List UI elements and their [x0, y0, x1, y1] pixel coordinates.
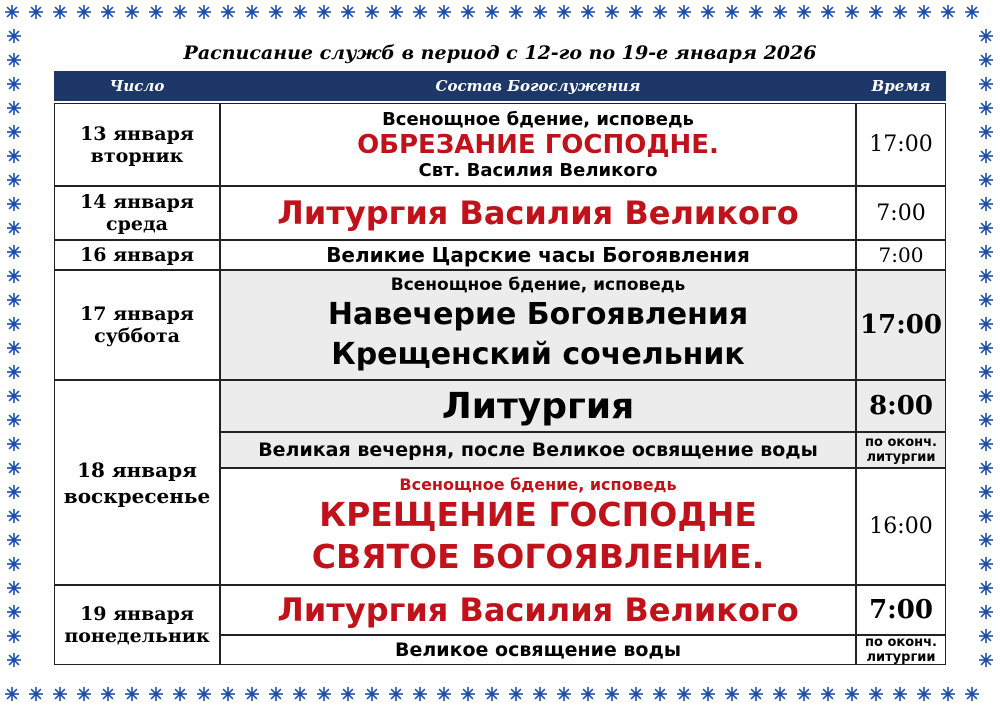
snowflake-ornament: [53, 5, 67, 19]
snowflake-ornament: [979, 461, 993, 475]
snowflake-ornament: [485, 687, 499, 701]
snowflake-ornament: [245, 687, 259, 701]
time-cell-14: [856, 186, 946, 240]
snowflake-ornament: [7, 269, 21, 283]
snowflake-ornament: [269, 687, 283, 701]
snowflake-ornament: [979, 173, 993, 187]
snowflake-ornament: [149, 687, 163, 701]
snowflake-ornament: [979, 125, 993, 139]
time-cell-18c: [856, 468, 946, 585]
snowflake-ornament: [7, 653, 21, 667]
snowflake-ornament: [869, 5, 883, 19]
date-14: 14 января: [80, 191, 194, 213]
snowflake-ornament: [7, 101, 21, 115]
snowflake-ornament: [7, 509, 21, 523]
service-cell-18b: [220, 432, 856, 468]
time-18b-line1: по оконч.: [865, 435, 937, 450]
snowflake-ornament: [389, 687, 403, 701]
date-19: 19 января: [80, 603, 194, 625]
snowflake-ornament: [341, 5, 355, 19]
service-13-line1: Всенощное бдение, исповедь: [382, 108, 694, 130]
snowflake-ornament: [979, 653, 993, 667]
snowflake-ornament: [149, 5, 163, 19]
snowflake-ornament: [7, 629, 21, 643]
service-16-line1: Великие Царские часы Богоявления: [326, 243, 750, 267]
table-header: [54, 71, 946, 101]
snowflake-ornament: [125, 687, 139, 701]
snowflake-ornament: [917, 687, 931, 701]
time-16: 7:00: [878, 243, 924, 267]
service-18c-line1: Всенощное бдение, исповедь: [399, 475, 677, 494]
snowflake-ornament: [533, 5, 547, 19]
snowflake-ornament: [509, 687, 523, 701]
time-cell-16: [856, 240, 946, 270]
weekday-18: воскресенье: [63, 483, 211, 508]
snowflake-ornament: [979, 245, 993, 259]
snowflake-ornament: [7, 77, 21, 91]
service-cell-14: [220, 186, 856, 240]
weekday-19: понедельник: [64, 625, 210, 647]
snowflake-ornament: [7, 485, 21, 499]
snowflake-ornament: [293, 5, 307, 19]
snowflake-ornament: [941, 5, 955, 19]
snowflake-ornament: [341, 687, 355, 701]
date-cell-13: [54, 103, 220, 186]
service-18b-line: Великая вечерня, после Великое освящение воды: [258, 439, 818, 461]
snowflake-ornament: [979, 53, 993, 67]
snowflake-ornament: [7, 581, 21, 595]
date-13: 13 января: [80, 122, 194, 145]
snowflake-ornament: [7, 317, 21, 331]
snowflake-ornament: [979, 437, 993, 451]
date-cell-19: [54, 585, 220, 665]
snowflake-ornament: [845, 5, 859, 19]
snowflake-ornament: [7, 557, 21, 571]
service-cell-19b: [220, 635, 856, 665]
time-19a: 7:00: [869, 595, 933, 625]
snowflake-ornament: [979, 485, 993, 499]
snowflake-ornament: [605, 687, 619, 701]
snowflake-ornament: [221, 5, 235, 19]
snowflake-ornament: [893, 5, 907, 19]
service-18c-line2: КРЕЩЕНИЕ ГОСПОДНЕ: [319, 495, 757, 534]
snowflake-ornament: [557, 687, 571, 701]
snowflake-ornament: [7, 293, 21, 307]
snowflake-ornament: [979, 197, 993, 211]
snowflake-ornament: [413, 5, 427, 19]
snowflake-ornament: [979, 557, 993, 571]
ornament-border-bottom: [0, 672, 1000, 706]
snowflake-ornament: [979, 29, 993, 43]
time-18c: 16:00: [869, 514, 933, 539]
snowflake-ornament: [701, 5, 715, 19]
snowflake-ornament: [197, 5, 211, 19]
snowflake-ornament: [7, 605, 21, 619]
time-cell-13: [856, 103, 946, 186]
time-19b-line2: литургии: [866, 650, 936, 665]
snowflake-ornament: [979, 629, 993, 643]
snowflake-ornament: [7, 389, 21, 403]
snowflake-ornament: [7, 197, 21, 211]
weekday-17: суббота: [94, 325, 180, 347]
weekday-13: вторник: [90, 144, 184, 167]
snowflake-ornament: [7, 341, 21, 355]
time-cell-19a: [856, 585, 946, 635]
snowflake-ornament: [979, 149, 993, 163]
snowflake-ornament: [7, 173, 21, 187]
snowflake-ornament: [533, 687, 547, 701]
snowflake-ornament: [461, 5, 475, 19]
snowflake-ornament: [7, 365, 21, 379]
snowflake-ornament: [7, 533, 21, 547]
snowflake-ornament: [7, 413, 21, 427]
time-cell-19b: [856, 635, 946, 665]
snowflake-ornament: [293, 687, 307, 701]
snowflake-ornament: [979, 317, 993, 331]
snowflake-ornament: [797, 5, 811, 19]
snowflake-ornament: [53, 687, 67, 701]
snowflake-ornament: [979, 413, 993, 427]
service-cell-17: [220, 270, 856, 380]
service-19a-line: Литургия Василия Великого: [277, 591, 799, 629]
snowflake-ornament: [509, 5, 523, 19]
time-cell-18a: [856, 380, 946, 432]
snowflake-ornament: [979, 293, 993, 307]
snowflake-ornament: [979, 389, 993, 403]
date-17: 17 января: [80, 303, 194, 325]
snowflake-ornament: [7, 461, 21, 475]
time-13: 17:00: [869, 132, 933, 157]
snowflake-ornament: [7, 29, 21, 43]
snowflake-ornament: [581, 687, 595, 701]
date-cell-14: [54, 186, 220, 240]
snowflake-ornament: [677, 687, 691, 701]
snowflake-ornament: [979, 77, 993, 91]
snowflake-ornament: [749, 5, 763, 19]
snowflake-ornament: [821, 687, 835, 701]
date-18: 18 января: [77, 457, 197, 482]
snowflake-ornament: [77, 687, 91, 701]
snowflake-ornament: [979, 581, 993, 595]
date-cell-16: [54, 240, 220, 270]
service-cell-16: [220, 240, 856, 270]
snowflake-ornament: [173, 687, 187, 701]
snowflake-ornament: [7, 245, 21, 259]
snowflake-ornament: [7, 149, 21, 163]
snowflake-ornament: [725, 5, 739, 19]
snowflake-ornament: [317, 5, 331, 19]
service-cell-18a: [220, 380, 856, 432]
time-18a: 8:00: [869, 391, 933, 421]
time-14: 7:00: [876, 200, 926, 226]
service-17-line1: Всенощное бдение, исповедь: [390, 275, 686, 295]
header-service: Состав Богослужения: [435, 77, 641, 95]
snowflake-ornament: [77, 5, 91, 19]
snowflake-ornament: [7, 53, 21, 67]
service-17-line3: Крещенский сочельник: [331, 337, 745, 372]
time-18b-line2: литургии: [866, 450, 936, 465]
snowflake-ornament: [979, 221, 993, 235]
snowflake-ornament: [653, 687, 667, 701]
snowflake-ornament: [413, 687, 427, 701]
snowflake-ornament: [197, 687, 211, 701]
ornament-border-top: [0, 0, 1000, 34]
header-time: Время: [871, 77, 931, 95]
snowflake-ornament: [389, 5, 403, 19]
snowflake-ornament: [605, 5, 619, 19]
snowflake-ornament: [653, 5, 667, 19]
service-cell-19a: [220, 585, 856, 635]
weekday-14: среда: [106, 213, 168, 235]
service-13-line2: ОБРЕЗАНИЕ ГОСПОДНЕ.: [357, 129, 719, 160]
service-13-line3: Свт. Василия Великого: [418, 159, 658, 181]
time-cell-17: [856, 270, 946, 380]
snowflake-ornament: [629, 687, 643, 701]
snowflake-ornament: [7, 125, 21, 139]
ornament-border-left: [0, 0, 34, 706]
snowflake-ornament: [869, 687, 883, 701]
header-date: Число: [109, 77, 165, 95]
snowflake-ornament: [365, 687, 379, 701]
date-16: 16 января: [80, 244, 194, 266]
service-19b-line: Великое освящение воды: [394, 639, 682, 661]
snowflake-ornament: [269, 5, 283, 19]
snowflake-ornament: [979, 533, 993, 547]
snowflake-ornament: [797, 687, 811, 701]
date-cell-18: [54, 380, 220, 585]
snowflake-ornament: [437, 687, 451, 701]
snowflake-ornament: [7, 221, 21, 235]
service-17-line2: Навечерие Богоявления: [327, 297, 749, 332]
page-title: Расписание служб в период с 12-го по 19-е января 2026: [183, 42, 817, 64]
snowflake-ornament: [485, 5, 499, 19]
service-18c-line3: СВЯТОЕ БОГОЯВЛЕНИЕ.: [311, 537, 765, 576]
snowflake-ornament: [125, 5, 139, 19]
snowflake-ornament: [7, 437, 21, 451]
snowflake-ornament: [581, 5, 595, 19]
snowflake-ornament: [101, 5, 115, 19]
snowflake-ornament: [749, 687, 763, 701]
snowflake-ornament: [821, 5, 835, 19]
snowflake-ornament: [437, 5, 451, 19]
snowflake-ornament: [725, 687, 739, 701]
snowflake-ornament: [979, 605, 993, 619]
date-cell-17: [54, 270, 220, 380]
snowflake-ornament: [845, 687, 859, 701]
snowflake-ornament: [773, 687, 787, 701]
service-cell-13: [220, 103, 856, 186]
snowflake-ornament: [317, 687, 331, 701]
snowflake-ornament: [245, 5, 259, 19]
snowflake-ornament: [979, 341, 993, 355]
snowflake-ornament: [461, 687, 475, 701]
time-cell-18b: [856, 432, 946, 468]
service-cell-18c: [220, 468, 856, 585]
snowflake-ornament: [979, 365, 993, 379]
snowflake-ornament: [629, 5, 643, 19]
ornament-border-right: [966, 0, 1000, 706]
service-18a-line: Литургия: [441, 385, 635, 427]
snowflake-ornament: [365, 5, 379, 19]
snowflake-ornament: [173, 5, 187, 19]
snowflake-ornament: [773, 5, 787, 19]
snowflake-ornament: [979, 101, 993, 115]
snowflake-ornament: [979, 269, 993, 283]
snowflake-ornament: [941, 687, 955, 701]
time-17: 17:00: [860, 310, 942, 340]
service-14-line1: Литургия Василия Великого: [277, 194, 799, 232]
snowflake-ornament: [701, 687, 715, 701]
snowflake-ornament: [677, 5, 691, 19]
snowflake-ornament: [979, 509, 993, 523]
snowflake-ornament: [893, 687, 907, 701]
time-19b-line1: по оконч.: [865, 635, 937, 650]
snowflake-ornament: [221, 687, 235, 701]
snowflake-ornament: [101, 687, 115, 701]
snowflake-ornament: [557, 5, 571, 19]
snowflake-ornament: [917, 5, 931, 19]
